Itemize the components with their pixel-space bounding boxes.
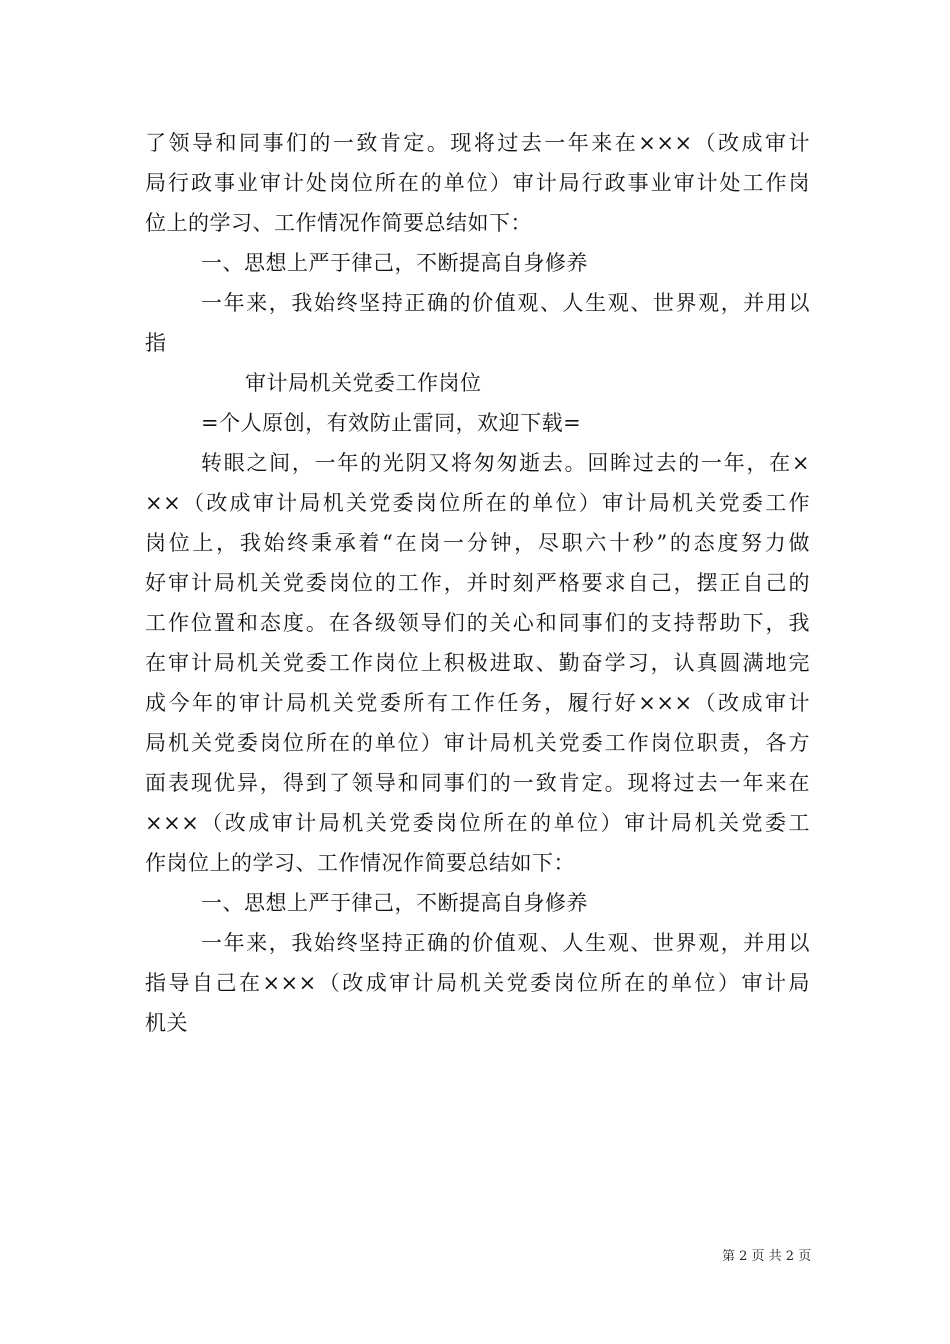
text-line: 好审计局机关党委岗位的工作，并时刻严格要求自己，摆正自己的 [145,571,810,595]
text-line: 面表现优异，得到了领导和同事们的一致肯定。现将过去一年来在 [145,771,810,795]
text-line: 位上的学习、工作情况作简要总结如下： [145,211,532,235]
paragraph-start: 一年来，我始终坚持正确的价值观、人生观、世界观，并用以 [201,291,810,315]
text-line: ×××（改成审计局机关党委岗位所在的单位）审计局机关党委工 [145,811,810,835]
text-line: 岗位上，我始终秉承着“在岗一分钟，尽职六十秒”的态度努力做 [145,531,810,555]
text-line: 工作位置和态度。在各级领导们的关心和同事们的支持帮助下，我 [145,611,810,635]
text-line: 局行政事业审计处岗位所在的单位）审计局行政事业审计处工作岗 [145,171,810,195]
document-title: 审计局机关党委工作岗位 [245,371,482,395]
paragraph-start: 转眼之间，一年的光阴又将匆匆逝去。回眸过去的一年，在× [201,451,810,475]
section-heading: 一、思想上严于律己，不断提高自身修养 [201,251,588,275]
text-line: 机关 [145,1011,188,1035]
document-body [145,123,810,1043]
section-heading: 一、思想上严于律己，不断提高自身修养 [201,891,588,915]
notice-line: =个人原创，有效防止雷同，欢迎下载= [201,411,582,435]
text-line: 作岗位上的学习、工作情况作简要总结如下： [145,851,575,875]
paragraph-start: 一年来，我始终坚持正确的价值观、人生观、世界观，并用以 [201,931,810,955]
text-line: 指导自己在×××（改成审计局机关党委岗位所在的单位）审计局 [145,971,810,995]
text-line: 指 [145,331,167,355]
text-line: 在审计局机关党委工作岗位上积极进取、勤奋学习，认真圆满地完 [145,651,810,675]
text-line: ××（改成审计局机关党委岗位所在的单位）审计局机关党委工作 [145,491,810,515]
text-line: 了领导和同事们的一致肯定。现将过去一年来在×××（改成审计 [145,131,810,155]
page-number-footer: 第 2 页 共 2 页 [722,1249,812,1264]
text-line: 局机关党委岗位所在的单位）审计局机关党委工作岗位职责，各方 [145,731,810,755]
text-line: 成今年的审计局机关党委所有工作任务，履行好×××（改成审计 [145,691,810,715]
